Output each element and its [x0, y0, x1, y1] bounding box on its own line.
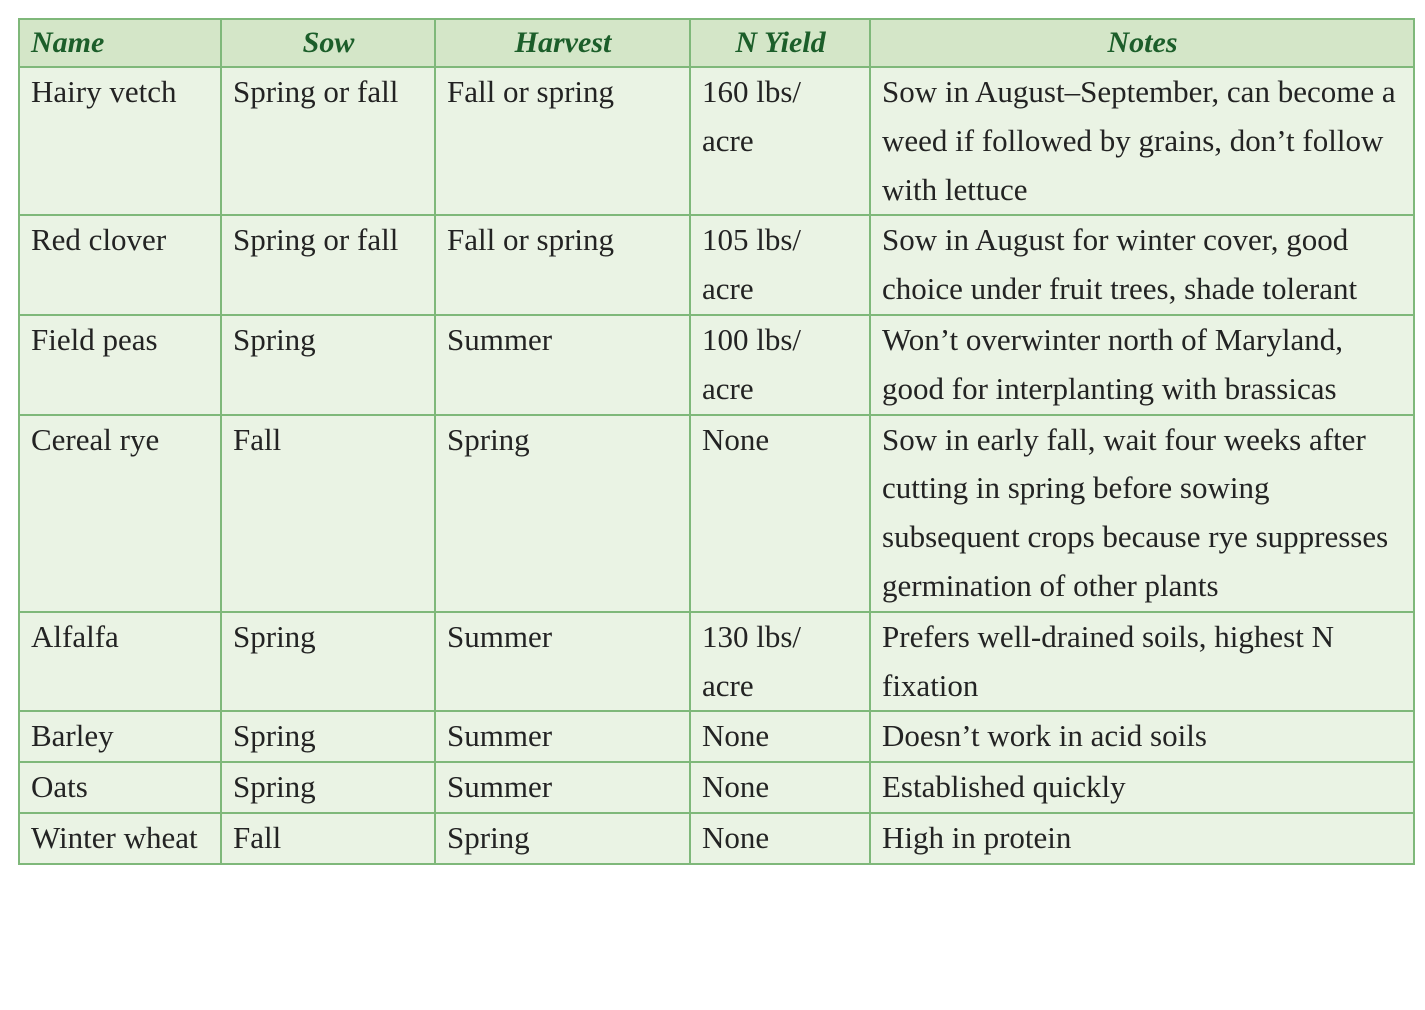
cell-sow: Spring [221, 315, 435, 415]
cell-harvest: Summer [435, 711, 690, 762]
cell-notes: High in protein [870, 813, 1414, 864]
table-row [19, 67, 1414, 215]
cell-harvest: Summer [435, 315, 690, 415]
column-header-name: Name [19, 19, 221, 67]
cell-name: Alfalfa [19, 612, 221, 712]
cell-name: Winter wheat [19, 813, 221, 864]
cell-sow: Spring [221, 762, 435, 813]
cover-crop-table-container [18, 18, 1413, 865]
table-row [19, 415, 1414, 612]
cell-harvest: Spring [435, 415, 690, 612]
table-row [19, 762, 1414, 813]
cell-n-yield: 160 lbs/ acre [690, 67, 870, 215]
table-row [19, 813, 1414, 864]
cell-sow: Spring [221, 711, 435, 762]
cell-notes: Sow in August–September, can become a weed if followed by grains, don’t follow with lettuce [870, 67, 1414, 215]
cell-name: Hairy vetch [19, 67, 221, 215]
cell-harvest: Spring [435, 813, 690, 864]
cell-n-yield: 130 lbs/ acre [690, 612, 870, 712]
cell-name: Barley [19, 711, 221, 762]
cell-n-yield: None [690, 711, 870, 762]
cell-sow: Fall [221, 415, 435, 612]
table-header-row [19, 19, 1414, 67]
cell-name: Field peas [19, 315, 221, 415]
cell-n-yield: None [690, 813, 870, 864]
column-header-harvest: Harvest [435, 19, 690, 67]
cell-notes: Sow in early fall, wait four weeks after cutting in spring before sowing subsequent crops because rye suppresses germination of other plants [870, 415, 1414, 612]
cell-sow: Spring or fall [221, 67, 435, 215]
cell-sow: Spring or fall [221, 215, 435, 315]
table-row [19, 711, 1414, 762]
table-row [19, 315, 1414, 415]
cell-n-yield: None [690, 415, 870, 612]
table-row [19, 612, 1414, 712]
cell-notes: Won’t overwinter north of Maryland, good for interplanting with brassicas [870, 315, 1414, 415]
cell-harvest: Summer [435, 762, 690, 813]
cell-notes: Prefers well-drained soils, highest N fixation [870, 612, 1414, 712]
column-header-n-yield: N Yield [690, 19, 870, 67]
cell-sow: Spring [221, 612, 435, 712]
cell-harvest: Summer [435, 612, 690, 712]
cell-sow: Fall [221, 813, 435, 864]
table-row [19, 215, 1414, 315]
cell-n-yield: 100 lbs/ acre [690, 315, 870, 415]
cell-harvest: Fall or spring [435, 215, 690, 315]
column-header-notes: Notes [870, 19, 1414, 67]
cell-notes: Sow in August for winter cover, good choice under fruit trees, shade tolerant [870, 215, 1414, 315]
column-header-sow: Sow [221, 19, 435, 67]
cell-name: Red clover [19, 215, 221, 315]
cell-notes: Doesn’t work in acid soils [870, 711, 1414, 762]
cell-name: Cereal rye [19, 415, 221, 612]
cell-n-yield: None [690, 762, 870, 813]
cell-n-yield: 105 lbs/ acre [690, 215, 870, 315]
cell-name: Oats [19, 762, 221, 813]
cover-crop-table [18, 18, 1415, 865]
cell-notes: Established quickly [870, 762, 1414, 813]
cell-harvest: Fall or spring [435, 67, 690, 215]
